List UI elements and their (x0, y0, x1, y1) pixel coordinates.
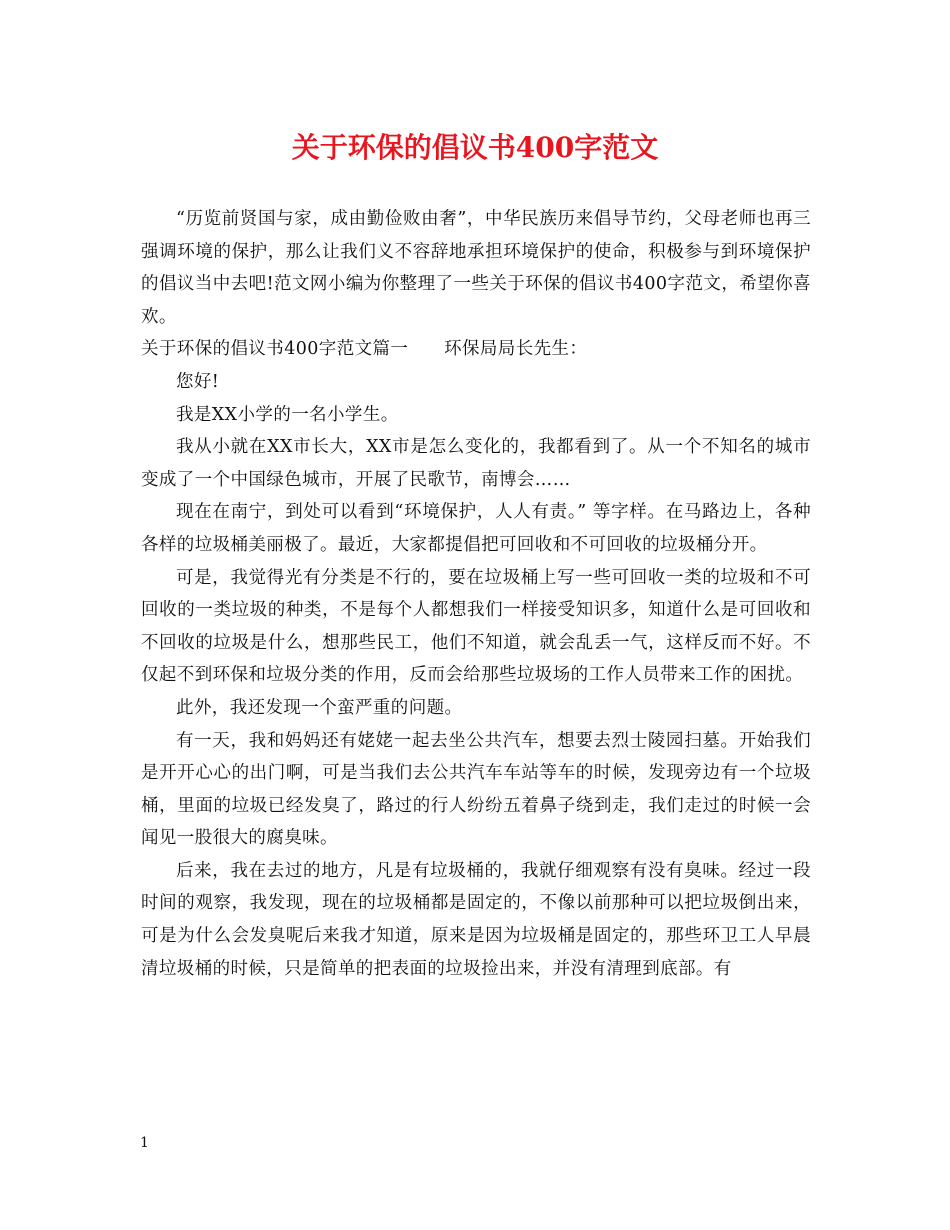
document-body (141, 203, 811, 985)
body-paragraph: 可是，我觉得光有分类是不行的，要在垃圾桶上写一些可回收一类的垃圾和不可回收的一类垃圾的种类，不是每个人都想我们一样接受知识多，知道什么是可回收和不回收的垃圾是什么，想那些民工，他们不知道，就会乱丢一气，这样反而不好。不仅起不到环保和垃圾分类的作用，反而会给那些垃圾场的工作人员带来工作的困扰。 (141, 567, 811, 686)
section-heading-line: 关于环保的倡议书400字范文篇一 环保局局长先生： (141, 339, 588, 360)
document-title: 关于环保的倡议书400字范文 (291, 131, 659, 164)
body-paragraph: 有一天，我和妈妈还有姥姥一起去坐公共汽车，想要去烈士陵园扫墓。开始我们是开开心心的出门啊，可是当我们去公共汽车车站等车的时候，发现旁边有一个垃圾桶，里面的垃圾已经发臭了，路过的行人纷纷五着鼻子绕到走，我们走过的时候一会闻见一股很大的腐臭味。 (141, 730, 811, 849)
body-paragraph: 我是XX小学的一名小学生。 (176, 404, 399, 425)
body-paragraph: “历览前贤国与家，成由勤俭败由奢”，中华民族历来倡导节约，父母老师也再三强调环境的保护，那么让我们义不容辞地承担环境保护的使命，积极参与到环境保护的倡议当中去吧!范文网小编为你整理了一些关于环保的倡议书400字范文，希望你喜欢。 (141, 209, 811, 327)
body-paragraph: 现在在南宁，到处可以看到“环境保护，人人有责。” 等字样。在马路边上，各种各样的垃圾桶美丽极了。最近，大家都提倡把可回收和不可回收的垃圾桶分开。 (141, 502, 811, 555)
page-number: 1 (140, 1135, 149, 1151)
body-paragraph: 我从小就在XX市长大，XX市是怎么变化的，我都看到了。从一个不知名的城市变成了一个中国绿色城市，开展了民歌节，南博会…… (141, 437, 811, 490)
body-paragraph: 此外，我还发现一个蛮严重的问题。 (176, 697, 463, 718)
body-paragraph: 后来，我在去过的地方，凡是有垃圾桶的，我就仔细观察有没有臭味。经过一段时间的观察，我发现，现在的垃圾桶都是固定的，不像以前那种可以把垃圾倒出来，可是为什么会发臭呢后来我才知道，原来是因为垃圾桶是固定的，那些环卫工人早晨清垃圾桶的时候，只是简单的把表面的垃圾捡出来，并没有清理到底部。有 (141, 860, 811, 979)
body-paragraph: 您好! (176, 371, 220, 392)
